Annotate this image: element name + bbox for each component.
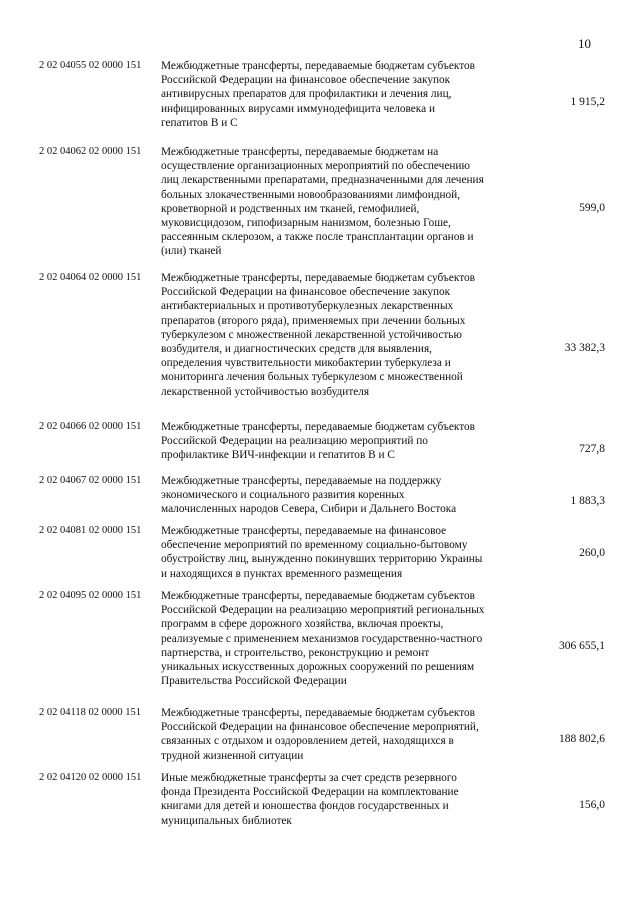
description-line: Российской Федерации на финансовое обеспечение закупок <box>161 286 451 299</box>
description-line: Межбюджетные трансферты, передаваемые на поддержку <box>161 475 442 487</box>
budget-code: 2 02 04062 02 0000 151 <box>39 146 142 157</box>
description-line: программ в сфере дорожного хозяйства, включая проекты, <box>161 618 444 631</box>
description-line: туберкулезом с множественной лекарственной устойчивостью <box>161 328 462 341</box>
budget-description <box>161 145 521 259</box>
budget-description <box>161 271 521 399</box>
description-line: Иные межбюджетные трансферты за счет средств резервного <box>161 772 457 784</box>
description-line: осуществление организационных мероприятий по обеспечению <box>161 160 470 173</box>
description-line: связанных с отдыхом и оздоровлением детей, находящихся в <box>161 735 454 748</box>
page-number: 10 <box>578 36 591 51</box>
description-line: Правительства Российской Федерации <box>161 675 347 688</box>
description-line: Межбюджетные трансферты, передаваемые бюджетам на <box>161 146 439 158</box>
budget-amount: 188 802,6 <box>559 733 605 745</box>
budget-code: 2 02 04081 02 0000 151 <box>39 525 142 536</box>
description-line: антивирусных препаратов для профилактики и лечения лиц, <box>161 88 452 101</box>
description-line: Межбюджетные трансферты, передаваемые бюджетам субъектов <box>161 421 475 433</box>
budget-description <box>161 524 521 581</box>
description-line: Межбюджетные трансферты, передаваемые бюджетам субъектов <box>161 590 475 602</box>
description-line: Российской Федерации на финансовое обеспечение мероприятий, <box>161 721 479 734</box>
description-line: трудной жизненной ситуации <box>161 749 304 762</box>
description-line: определения чувствительности микобактерии туберкулеза и <box>161 357 451 370</box>
budget-code: 2 02 04055 02 0000 151 <box>39 60 142 71</box>
budget-amount: 1 883,3 <box>570 495 605 507</box>
budget-amount: 727,8 <box>579 443 605 455</box>
description-line: рассеянным склерозом, а также после трансплантации органов и <box>161 231 474 244</box>
budget-description <box>161 420 521 463</box>
description-line: больных злокачественными новообразованиями лимфоидной, <box>161 188 461 201</box>
budget-code: 2 02 04120 02 0000 151 <box>39 772 142 783</box>
budget-amount: 306 655,1 <box>559 640 605 652</box>
description-line: антибактериальных и противотуберкулезных лекарственных <box>161 300 454 313</box>
description-line: лекарственной устойчивостью возбудителя <box>161 385 370 398</box>
description-line: кроветворной и родственных им тканей, гемофилией, <box>161 202 420 215</box>
budget-description <box>161 589 521 688</box>
budget-amount: 1 915,2 <box>570 96 605 108</box>
description-line: Российской Федерации на реализацию мероприятий по <box>161 435 428 448</box>
description-line: Российской Федерации на финансовое обеспечение закупок <box>161 74 451 87</box>
budget-code: 2 02 04118 02 0000 151 <box>39 707 141 718</box>
budget-amount: 260,0 <box>579 547 605 559</box>
budget-amount: 599,0 <box>579 202 605 214</box>
description-line: экономического и социального развития коренных <box>161 489 405 502</box>
budget-description <box>161 706 521 763</box>
budget-amount: 156,0 <box>579 799 605 811</box>
description-line: фонда Президента Российской Федерации на комплектование <box>161 786 459 799</box>
description-line: и находящихся в пунктах временного размещения <box>161 567 403 580</box>
budget-code: 2 02 04066 02 0000 151 <box>39 421 142 432</box>
description-line: Межбюджетные трансферты, передаваемые на финансовое <box>161 525 447 537</box>
description-line: муковисцидозом, гипофизарным нанизмом, болезнью Гоше, <box>161 217 451 230</box>
description-line: партнерства, и строительство, реконструкцию и ремонт <box>161 646 430 659</box>
description-line: Межбюджетные трансферты, передаваемые бюджетам субъектов <box>161 272 475 284</box>
budget-amount: 33 382,3 <box>564 342 605 354</box>
description-line: обеспечение мероприятий по временному социально-бытовому <box>161 539 468 552</box>
budget-code: 2 02 04095 02 0000 151 <box>39 590 142 601</box>
budget-code: 2 02 04064 02 0000 151 <box>39 272 142 283</box>
description-line: профилактике ВИЧ-инфекции и гепатитов В и С <box>161 449 395 462</box>
budget-code: 2 02 04067 02 0000 151 <box>39 475 142 486</box>
description-line: муниципальных библиотек <box>161 814 292 827</box>
description-line: препаратов (второго ряда), применяемых при лечении больных <box>161 314 466 327</box>
description-line: книгами для детей и юношества фондов государственных и <box>161 800 449 813</box>
description-line: обустройству лиц, вынужденно покинувших территорию Украины <box>161 553 483 566</box>
budget-description <box>161 771 521 828</box>
description-line: возбудителя, и диагностических средств для выявления, <box>161 343 432 356</box>
description-line: инфицированных вирусами иммунодефицита человека и <box>161 102 436 115</box>
budget-description <box>161 59 521 130</box>
description-line: Межбюджетные трансферты, передаваемые бюджетам субъектов <box>161 707 475 719</box>
description-line: Российской Федерации на реализацию мероприятий региональных <box>161 604 485 617</box>
description-line: Межбюджетные трансферты, передаваемые бюджетам субъектов <box>161 60 475 72</box>
description-line: реализуемые с применением механизмов государственно-частного <box>161 632 483 645</box>
budget-description <box>161 474 521 517</box>
description-line: лиц лекарственными препаратами, предназначенными для лечения <box>161 174 484 187</box>
description-line: малочисленных народов Севера, Сибири и Дальнего Востока <box>161 503 457 516</box>
description-line: (или) тканей <box>161 245 222 258</box>
description-line: мониторинга лечения больных туберкулезом с множественной <box>161 371 463 384</box>
description-line: уникальных искусственных дорожных сооружений по решениям <box>161 661 475 674</box>
description-line: гепатитов В и С <box>161 116 238 129</box>
